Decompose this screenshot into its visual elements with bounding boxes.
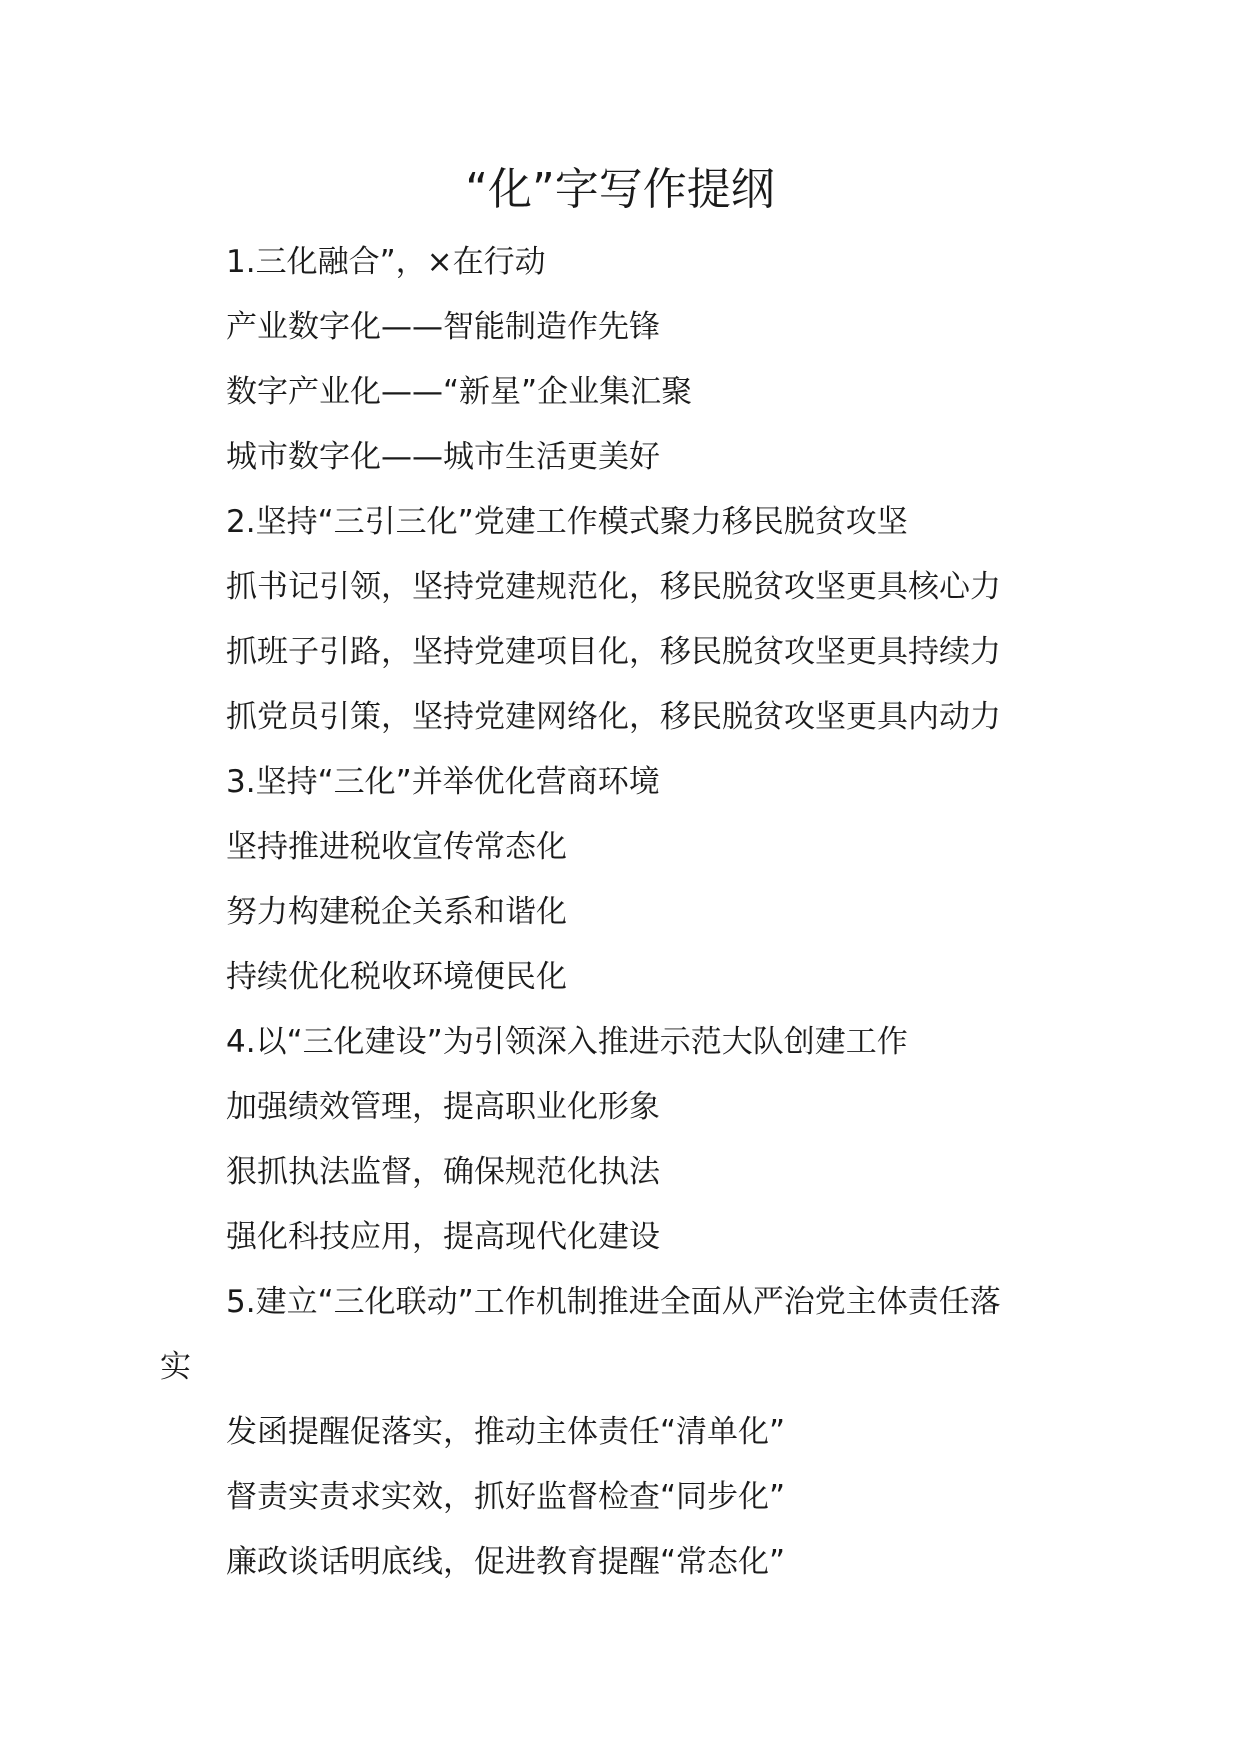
outline-item: 持续优化税收环境便民化 — [226, 959, 567, 995]
outline-item: 抓书记引领，坚持党建规范化，移民脱贫攻坚更具核心力 — [226, 569, 1001, 605]
outline-item: 数字产业化——“新星”企业集汇聚 — [226, 374, 693, 410]
section-heading: 3.坚持“三化”并举优化营商环境 — [226, 764, 660, 800]
outline-item: 抓班子引路，坚持党建项目化，移民脱贫攻坚更具持续力 — [226, 634, 1001, 670]
section-heading: 4.以“三化建设”为引领深入推进示范大队创建工作 — [226, 1024, 908, 1060]
section-heading: 1.三化融合”，×在行动 — [226, 244, 546, 280]
outline-item: 抓党员引策，坚持党建网络化，移民脱贫攻坚更具内动力 — [226, 699, 1001, 735]
outline-item: 努力构建税企关系和谐化 — [226, 894, 567, 930]
outline-item: 坚持推进税收宣传常态化 — [226, 829, 567, 865]
outline-item: 发函提醒促落实，推动主体责任“清单化” — [226, 1414, 786, 1450]
outline-item: 城市数字化——城市生活更美好 — [226, 439, 660, 475]
section-heading: 5.建立“三化联动”工作机制推进全面从严治党主体责任落 — [226, 1284, 1001, 1320]
outline-item: 督责实责求实效，抓好监督检查“同步化” — [226, 1479, 786, 1515]
outline-item: 廉政谈话明底线，促进教育提醒“常态化” — [226, 1544, 786, 1580]
outline-item: 强化科技应用，提高现代化建设 — [226, 1219, 660, 1255]
outline-body — [160, 230, 1100, 1595]
outline-item: 狠抓执法监督，确保规范化执法 — [226, 1154, 660, 1190]
section-heading-continuation: 实 — [160, 1349, 191, 1385]
document-title: “化”字写作提纲 — [465, 164, 775, 215]
outline-item: 加强绩效管理，提高职业化形象 — [226, 1089, 660, 1125]
section-heading: 2.坚持“三引三化”党建工作模式聚力移民脱贫攻坚 — [226, 504, 908, 540]
outline-item: 产业数字化——智能制造作先锋 — [226, 309, 660, 345]
